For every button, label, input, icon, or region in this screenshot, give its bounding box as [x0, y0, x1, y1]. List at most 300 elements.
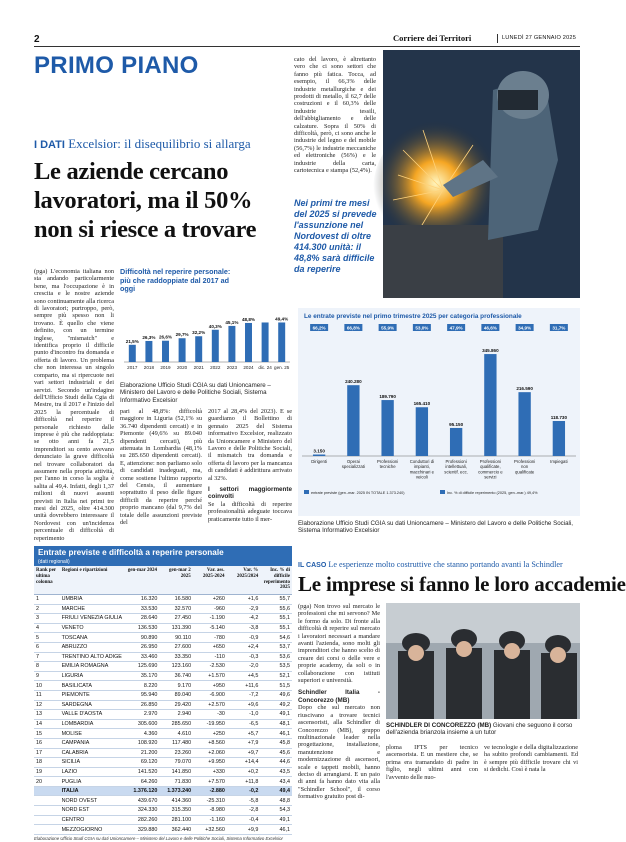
big-chart-bar: [484, 354, 496, 456]
th-var-pct: Var. % 2025/2024: [236, 568, 259, 579]
big-chart-category-label: non: [521, 464, 529, 470]
table-cell: 69.120: [126, 758, 160, 768]
table-cell: 2.970: [126, 710, 160, 720]
story2-body4: ve tecnologie e della digitalizzazione ha subito profondi cambiamenti. Ed è sempre più difficile trovare chi vi si dedichi. Così è nata la: [484, 744, 578, 774]
big-chart-svg: [298, 322, 580, 512]
big-chart-bar: [553, 421, 565, 456]
table-row: [34, 719, 292, 729]
table-cell: 282.260: [126, 815, 160, 825]
table-cell: 43,4: [260, 777, 292, 787]
table-cell: 89.040: [159, 690, 193, 700]
table-cell: LIGURIA: [60, 671, 126, 681]
table-cell: 329.880: [126, 825, 160, 835]
table-cell: +650: [193, 642, 227, 652]
table-cell: -0,3: [227, 652, 261, 662]
big-chart-category-label: impianti,: [413, 464, 430, 470]
th-rank: Rank per ultima colonna: [36, 568, 57, 585]
big-chart-pct-label: 47,9%: [449, 325, 463, 331]
table-cell: 19: [34, 767, 60, 777]
schindler-photo: [386, 603, 580, 719]
table-cell: -0,2: [227, 786, 261, 796]
table-cell: 52,1: [260, 671, 292, 681]
table-cell: +1,6: [227, 595, 261, 604]
big-chart-bar: [313, 455, 325, 457]
big-chart-value-label: 345.860: [482, 348, 499, 354]
table-cell: 12: [34, 700, 60, 710]
table-cell: +5,7: [227, 729, 261, 739]
table-row: [34, 700, 292, 710]
table-cell: -1.190: [193, 614, 227, 624]
newspaper-name: Corriere dei Territori: [393, 33, 472, 43]
big-chart-category-label: Conduttori di: [409, 459, 435, 464]
small-chart-value-label: 29,7%: [175, 332, 189, 338]
big-chart-value-label: 118.730: [550, 415, 568, 421]
table-cell: 26.850: [126, 700, 160, 710]
big-chart-category-label: Operai: [346, 459, 360, 464]
regional-table: [34, 546, 292, 841]
table-row: [34, 738, 292, 748]
table-cell: +2,4: [227, 642, 261, 652]
big-chart-pct-label: 66,2%: [312, 325, 326, 331]
table-cell: 11: [34, 690, 60, 700]
table-cell: 305.600: [126, 719, 160, 729]
table-cell: 16.580: [159, 595, 193, 604]
mid-subhead: I settori maggiormente coinvolti: [208, 486, 292, 501]
big-chart-pct-label: 34,9%: [518, 325, 532, 331]
body-mid-column: [120, 408, 202, 538]
th-region: Regioni e ripartizioni: [61, 568, 108, 573]
big-chart-value-label: 165.410: [413, 401, 431, 407]
table-cell: 1: [34, 595, 60, 604]
table-row: [34, 642, 292, 652]
table-cell: 141.850: [159, 767, 193, 777]
small-chart-value-label: 45,1%: [225, 319, 239, 325]
table-cell: 4: [34, 623, 60, 633]
table-cell: -2.530: [193, 662, 227, 672]
table-cell: 55,6: [260, 604, 292, 614]
table-cell: -5.140: [193, 623, 227, 633]
small-chart-bar: [145, 341, 152, 362]
small-chart-tick-label: 2022: [210, 365, 221, 370]
table-cell: 46,1: [260, 729, 292, 739]
table-cell: 136.530: [126, 623, 160, 633]
table-cell: 79.070: [159, 758, 193, 768]
table-cell: -6,5: [227, 719, 261, 729]
table-cell: 26.950: [126, 642, 160, 652]
table-cell: +7.570: [193, 777, 227, 787]
table-cell: MOLISE: [60, 729, 126, 739]
table-cell: +250: [193, 729, 227, 739]
table-cell: CENTRO: [60, 815, 126, 825]
table-cell: -3,8: [227, 623, 261, 633]
table-cell: 13: [34, 710, 60, 720]
body-right-text: cato del lavoro, è altrettanto vero che ci sono settori che fanno più fatica. Tocca, ad esempio, il 66,3% delle industrie metallurgiche e dei prodotti di metallo, il 62,7 delle costruzioni e il 60,3% delle industrie tessili, dell'abbigliamento e delle calzature. Sopra il 50% di difficoltà, però, ci sono anche le industrie del legno e del mobile (56,7%) le industrie meccaniche ed elettroniche (56%) e le industrie della carta, cartotecnica e stampa (52,4%).: [294, 56, 376, 175]
table-cell: +11,8: [227, 777, 261, 787]
table-cell: 2: [34, 604, 60, 614]
table-cell: 90.890: [126, 633, 160, 643]
table-cell: 44,6: [260, 758, 292, 768]
small-chart-bar: [129, 345, 136, 362]
small-chart-tick-label: 2023: [226, 365, 238, 370]
welder-illustration: [383, 50, 580, 298]
table-cell: +14,4: [227, 758, 261, 768]
small-chart-bar: [245, 323, 252, 362]
small-chart-value-label: 49,4%: [275, 316, 289, 322]
header-line: [34, 46, 580, 47]
th-2025: gen-mar 2 2025: [169, 568, 191, 579]
table-row: [34, 633, 292, 643]
small-chart-bar: [179, 338, 186, 362]
table-cell: -780: [193, 633, 227, 643]
table-cell: 46,1: [260, 825, 292, 835]
schindler-caption-text: Giovani che seguono il corso dell'azienda brianzola insieme a un tutor: [386, 722, 573, 737]
story2-col3: [484, 744, 578, 836]
small-chart-value-label: 32,2%: [192, 330, 206, 336]
table-cell: SICILIA: [60, 758, 126, 768]
table-cell: 54,6: [260, 633, 292, 643]
table-title-bar: [34, 546, 292, 559]
big-chart-legend-label: Inc. % di difficile reperimento (2025, gen.-mar.) 49,4%: [447, 491, 538, 495]
table-row: [34, 671, 292, 681]
kicker-tag: I DATI: [34, 139, 65, 151]
table-cell: 8.220: [126, 681, 160, 691]
table-header: [34, 566, 292, 595]
table-cell: 33.350: [159, 652, 193, 662]
story2-kicker-text: Le esperienze molto costruttive che stanno portando avanti la Schindler: [328, 560, 563, 569]
table-cell: 51,5: [260, 681, 292, 691]
story2-body2: Dopo che sul mercato non riuscivano a trovare tecnici ascensoristi, alla Schindler di Concorezzo (MB), gruppo multinazionale leader nella progettazione, installazione, manutenzione e modernizzazione di ascensori, scale e tappeti mobili, hanno deciso di arrangiarsi. E un paio di anni fa hanno dato vita alla "Schindler School", il corso formativo gratuito post di-: [298, 704, 380, 801]
table-cell: 18: [34, 758, 60, 768]
table-footnote: Elaborazione Ufficio Studi CGIA su dati Unioncamere – Ministero del Lavoro e delle Politiche Sociali, Sistema Informativo Excelsior: [34, 835, 283, 841]
table-cell: 108.920: [126, 738, 160, 748]
table-cell: 33.530: [126, 604, 160, 614]
table-cell: +1.570: [193, 671, 227, 681]
table-cell: -6.900: [193, 690, 227, 700]
table-cell: -2,8: [227, 806, 261, 816]
table-cell: ITALIA: [60, 786, 126, 796]
table-cell: 48,8: [260, 796, 292, 806]
table-cell: -30: [193, 710, 227, 720]
header-divider: [497, 34, 498, 43]
big-chart-pct-label: 55,9%: [381, 325, 395, 331]
kicker: [34, 136, 251, 152]
big-chart-legend-swatch: [304, 490, 309, 494]
table-cell: 23.260: [159, 748, 193, 758]
small-chart-value-label: 40,3%: [208, 323, 222, 329]
table-row: [34, 748, 292, 758]
story2-body3: ploma IFTS per tecnico ascensorista. E un mestiere che, se prima era tramandato di padre in figlio, negli ultimi anni con l'avvento delle nuo-: [386, 744, 478, 781]
table-cell: 285.650: [159, 719, 193, 729]
table-cell: 15: [34, 729, 60, 739]
table-row: [34, 796, 292, 806]
big-chart-legend-label: entrate previste (gen.-mar. 2025 IN TOTALE 1.373.240): [311, 491, 405, 495]
small-chart-title: Difficoltà nel reperire personale: più che raddoppiate dal 2017 ad oggi: [120, 267, 231, 293]
table-cell: 10: [34, 681, 60, 691]
schindler-caption: [386, 722, 580, 737]
table-cell: +8.560: [193, 738, 227, 748]
table-cell: -19.950: [193, 719, 227, 729]
table-cell: 141.520: [126, 767, 160, 777]
table-cell: 49,6: [260, 690, 292, 700]
table-cell: UMBRIA: [60, 595, 126, 604]
table-cell: 53,5: [260, 662, 292, 672]
table-cell: MARCHE: [60, 604, 126, 614]
table-cell: +9,6: [227, 700, 261, 710]
table-cell: 27.600: [159, 642, 193, 652]
table-cell: -1.160: [193, 815, 227, 825]
table-cell: 4.610: [159, 729, 193, 739]
table-cell: -2,0: [227, 662, 261, 672]
story2-headline: Le imprese si fanno le loro accademie: [298, 572, 626, 596]
table-cell: -25.310: [193, 796, 227, 806]
table-cell: -960: [193, 604, 227, 614]
big-chart-title: Le entrate previste nel primo trimestre 2025 per categoria professionale: [304, 313, 522, 320]
table-row: [34, 690, 292, 700]
small-chart-svg: [120, 296, 292, 374]
table-cell: +9,7: [227, 748, 261, 758]
table-cell: 21.200: [126, 748, 160, 758]
body-mid-text: pari al 48,8%: difficoltà maggiore in Liguria (52,1% su 36.740 dipendenti cercati) e in Piemonte (49,6% su 89.040 dipendenti cercati), più attenuata in Lombardia (48,1% su 285.650 dipendenti cercati). E, attenzione: non parliamo solo di candidati inadeguati, ma, come sostiene l'ultimo rapporto del Censis, il aumentare soprattutto il peso delle figure difficili da reperire perché proprio mancano (dal 9,7% del totale delle assunzioni previste del: [120, 408, 202, 527]
big-chart-category-label: Professioni: [445, 459, 467, 464]
small-chart-tick-label: 2018: [143, 365, 155, 370]
big-chart-bar: [518, 392, 530, 456]
story2-col1: [298, 603, 380, 837]
table-row: [34, 786, 292, 796]
table-cell: 8: [34, 662, 60, 672]
table-cell: 55,7: [260, 595, 292, 604]
small-chart-caption: Elaborazione Ufficio Studi CGIA su dati Unioncamere – Ministero del Lavoro e delle Politiche Sociali, Sistema Informativo Excelsior: [120, 382, 271, 404]
small-chart-bar: [262, 322, 269, 362]
table-cell: -4,2: [227, 614, 261, 624]
table-cell: -2.880: [193, 786, 227, 796]
table-cell: 49,2: [260, 700, 292, 710]
story2-kicker: [298, 560, 580, 569]
body-mid2-column: [208, 408, 292, 538]
table-cell: 49,4: [260, 786, 292, 796]
table-cell: 20: [34, 777, 60, 787]
small-chart: [120, 268, 292, 372]
big-chart-category-label: qualificate: [514, 469, 535, 475]
headline: Le aziende cercano lavoratori, ma il 50% non si riesce a trovare: [34, 158, 257, 243]
story2-col2: [386, 744, 478, 836]
small-chart-tick-label: dic. 24: [258, 365, 272, 370]
table-cell: 3: [34, 614, 60, 624]
table-cell: 16: [34, 738, 60, 748]
table-cell: CAMPANIA: [60, 738, 126, 748]
small-chart-tick-label: 2021: [193, 365, 204, 370]
table-cell: PUGLIA: [60, 777, 126, 787]
table-cell: CALABRIA: [60, 748, 126, 758]
table-cell: 16.320: [126, 595, 160, 604]
table-cell: PIEMONTE: [60, 690, 126, 700]
small-chart-tick-label: 2024: [243, 365, 254, 370]
table-cell: +0,2: [227, 767, 261, 777]
table-row: [34, 767, 292, 777]
table-cell: [34, 786, 60, 796]
small-chart-tick-label: 2020: [176, 365, 188, 370]
big-chart-bar: [450, 428, 462, 456]
table-cell: -7,2: [227, 690, 261, 700]
small-chart-bar: [195, 336, 202, 362]
table-cell: 55,1: [260, 623, 292, 633]
table-cell: +11,6: [227, 681, 261, 691]
table-cell: 2.940: [159, 710, 193, 720]
big-chart-category-label: servizi: [484, 474, 497, 480]
big-chart-value-label: 3.150: [313, 448, 325, 454]
big-chart-category-label: qualificate,: [480, 464, 501, 470]
big-chart-category-label: tecniche: [379, 464, 396, 470]
small-chart-value-label: 26,6%: [158, 334, 173, 340]
kicker-text: Excelsior: il disequilibrio si allarga: [68, 136, 251, 151]
table-cell: 4.360: [126, 729, 160, 739]
table-cell: NORD EST: [60, 806, 126, 816]
table-cell: +32.560: [193, 825, 227, 835]
table-row: [34, 729, 292, 739]
table-cell: 49,1: [260, 815, 292, 825]
table-cell: 123.160: [159, 662, 193, 672]
students-illustration: [386, 603, 580, 719]
table-cell: 49,1: [260, 710, 292, 720]
big-chart-category-label: Impiegati: [550, 459, 568, 464]
th-2024: gen-mar 2024: [127, 568, 158, 573]
table-cell: 7: [34, 652, 60, 662]
table-cell: 48,1: [260, 719, 292, 729]
story2-body1: (pga) Non trovo sul mercato le professioni che mi servono? Me le formo da solo. Di fronte alla difficoltà di reperire sul mercato i lavoratori necessari a mandare avanti l'azienda, sono molti gli imprenditori che hanno scelto di creare dei corsi o delle vere e proprie academy, da soli o in collaborazione con istituti superiori e università.: [298, 603, 380, 685]
big-chart-category-label: Professioni: [376, 459, 399, 464]
table-cell: 54,3: [260, 806, 292, 816]
table-cell: 32.570: [159, 604, 193, 614]
big-chart-category-label: Professioni: [479, 459, 502, 464]
table-cell: 414.360: [159, 796, 193, 806]
table-cell: +330: [193, 767, 227, 777]
table-cell: MEZZOGIORNO: [60, 825, 126, 835]
table-cell: 324.330: [126, 806, 160, 816]
table-cell: TRENTINO ALTO ADIGE: [60, 652, 126, 662]
table-cell: [34, 815, 60, 825]
table-cell: [34, 806, 60, 816]
section-title: PRIMO PIANO: [34, 52, 199, 79]
th-difficulty: Inc. % di difficile reperimento 2025: [263, 568, 290, 591]
table-cell: 33.460: [126, 652, 160, 662]
table-cell: 55,1: [260, 614, 292, 624]
table-cell: 35.170: [126, 671, 160, 681]
table-cell: 29.420: [159, 700, 193, 710]
table-cell: 45,8: [260, 738, 292, 748]
table-cell: LOMBARDIA: [60, 719, 126, 729]
table-cell: 1.376.120: [126, 786, 160, 796]
table-cell: 131.390: [159, 623, 193, 633]
worker-photo: [383, 50, 580, 298]
big-chart-legend-swatch: [440, 490, 445, 494]
table-row: [34, 662, 292, 672]
table-cell: -0,4: [227, 815, 261, 825]
big-chart-value-label: 95.150: [449, 421, 464, 427]
body-mid2-text: 2017 al 28,4% del 2023). E se guardiamo il Bollettino di gennaio 2025 del Sistema informativo Excelsior, realizzato da Unioncamere e Ministero del Lavoro e delle Politiche Sociali, il mismatch tra domanda e offerta di lavoro per la mancanza di candidati è addirittura arrivato al 32%.: [208, 408, 292, 482]
big-chart-category-label: specializzati: [341, 464, 365, 470]
table-cell: 17: [34, 748, 60, 758]
table-row: [34, 825, 292, 835]
table-cell: [34, 825, 60, 835]
big-chart-pct-label: 53,0%: [415, 325, 429, 331]
small-chart-value-label: 21,5%: [125, 338, 139, 344]
table-cell: +2.570: [193, 700, 227, 710]
table-cell: 117.480: [159, 738, 193, 748]
table-cell: NORD OVEST: [60, 796, 126, 806]
small-chart-bar: [162, 341, 169, 362]
body-left-column: [34, 268, 114, 542]
table-row: [34, 623, 292, 633]
big-chart-pct-label: 31,7%: [552, 325, 566, 331]
table-subtitle: (dati regionali): [34, 559, 292, 566]
small-chart-tick-label: 2017: [127, 365, 138, 370]
table-cell: -2,9: [227, 604, 261, 614]
table-cell: 90.110: [159, 633, 193, 643]
table-cell: 14: [34, 719, 60, 729]
big-chart-value-label: 189.790: [379, 394, 396, 400]
table-cell: VENETO: [60, 623, 126, 633]
table-cell: 27.450: [159, 614, 193, 624]
date-line: LUNEDÌ 27 GENNAIO 2025: [502, 35, 577, 41]
small-chart-value-label: 26,3%: [142, 334, 156, 340]
big-chart-category-label: Professioni: [513, 459, 536, 464]
table-cell: 53,7: [260, 642, 292, 652]
table-cell: TOSCANA: [60, 633, 126, 643]
big-chart-category-label: veicoli: [415, 474, 428, 480]
table-row: [34, 614, 292, 624]
table-row: [34, 652, 292, 662]
table-row: [34, 815, 292, 825]
table-cell: 315.350: [159, 806, 193, 816]
table-cell: 1.373.240: [159, 786, 193, 796]
table-cell: -8.980: [193, 806, 227, 816]
small-chart-bar: [278, 322, 285, 362]
table-row: [34, 604, 292, 614]
big-chart-pct-label: 66,8%: [346, 325, 360, 331]
table-cell: -0,9: [227, 633, 261, 643]
table-cell: +260: [193, 595, 227, 604]
big-chart-category-label: intellettuali,: [445, 464, 467, 470]
big-chart-category-label: commercio e: [478, 469, 503, 475]
table-cell: LAZIO: [60, 767, 126, 777]
table-row: [34, 710, 292, 720]
table-cell: [34, 796, 60, 806]
table-cell: -5,8: [227, 796, 261, 806]
table-cell: +2.060: [193, 748, 227, 758]
th-var-abs: Var. ass. 2025-2024: [202, 568, 225, 579]
big-chart-category-label: Dirigenti: [311, 459, 328, 464]
big-chart-bar: [381, 400, 393, 456]
table-cell: +4,5: [227, 671, 261, 681]
header-rule: [44, 38, 50, 39]
table-cell: 28.640: [126, 614, 160, 624]
table-cell: ABRUZZO: [60, 642, 126, 652]
table-cell: 64.260: [126, 777, 160, 787]
table-row: [34, 758, 292, 768]
big-chart-category-label: scientif. ecc.: [444, 469, 468, 475]
table-title: Entrate previste e difficoltà a reperire personale: [38, 548, 224, 557]
table-cell: 9.170: [159, 681, 193, 691]
table-cell: EMILIA ROMAGNA: [60, 662, 126, 672]
table-cell: SARDEGNA: [60, 700, 126, 710]
table-cell: +9.950: [193, 758, 227, 768]
table-row: [34, 777, 292, 787]
big-chart-value-label: 216.590: [516, 386, 533, 392]
small-chart-tick-label: gen. 25: [274, 365, 290, 370]
big-chart-category-label: macchinari e: [409, 469, 435, 475]
big-chart-bar: [347, 385, 359, 456]
small-chart-tick-label: 2019: [160, 365, 171, 370]
pullquote: Nei primi tre mesi del 2025 si prevede l'assunzione nel Nordovest di oltre 414.300 unità: il 48,8% sarà difficile da reperire: [294, 198, 377, 274]
